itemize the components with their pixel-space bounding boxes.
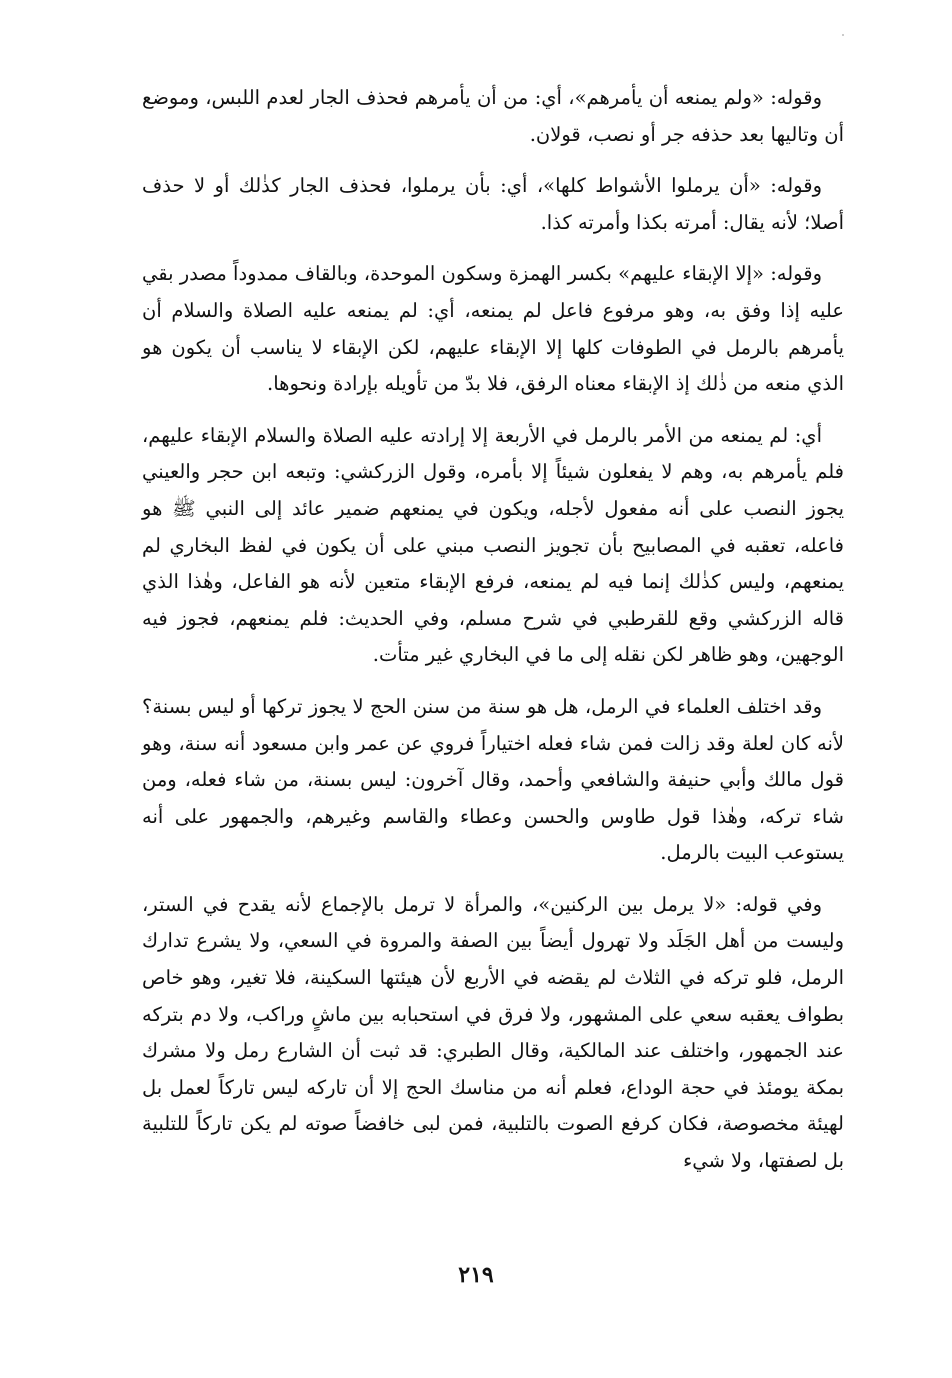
paragraph-3: وقوله: «إلا الإبقاء عليهم» بكسر الهمزة وسكون الموحدة، وبالقاف ممدوداً مصدر بقي عليه إذا وفق به، وهو مرفوع فاعل لم يمنعه، أي: لم يمنعه عليه الصلاة والسلام أن يأمرهم بالرمل في الطوفات كلها إلا الإبقاء عليهم، لكن الإبقاء لا يناسب أن يكون هو الذي منعه من ذٰلك إذ الإبقاء معناه الرفق، فلا بدّ من تأويله بإرادة ونحوها. [142, 262, 844, 396]
paragraph-2: وقوله: «أن يرملوا الأشواط كلها»، أي: بأن يرملوا، فحذف الجار كذٰلك أو لا حذف أصلا؛ لأنه يقال: أمرته بكذا وأمرته كذا. [142, 174, 844, 234]
paragraph-1: وقوله: «ولم يمنعه أن يأمرهم»، أي: من أن يأمرهم فحذف الجار لعدم اللبس، وموضع أن وتاليها بعد حذفه جر أو نصب، قولان. [142, 86, 844, 146]
paragraph-4: أي: لم يمنعه من الأمر بالرمل في الأربعة إلا إرادته عليه الصلاة والسلام الإبقاء عليهم، فلم يأمرهم به، وهم لا يفعلون شيئاً إلا بأمره، وقول الزركشي: وتبعه ابن حجر والعيني يجوز النصب على أنه مفعول لأجله، ويكون في يمنعهم ضمير عائد إلى النبي ﷺ هو فاعله، تعقبه في المصابيح بأن تجويز النصب مبني على أن يكون في لفظ البخاري لم يمنعهم، وليس كذٰلك إنما فيه لم يمنعه، فرفع الإبقاء متعين لأنه هو الفاعل، وهٰذا الذي قاله الزركشي وقع للقرطبي في شرح مسلم، وفي الحديث: فلم يمنعهم، فجوز فيه الوجهين، وهو ظاهر لكن نقله إلى ما في البخاري غير متأت. [142, 423, 844, 667]
paragraph-6: وفي قوله: «لا يرمل بين الركنين»، والمرأة لا ترمل بالإجماع لأنه يقدح في الستر، وليست من أهل الجَلَد ولا تهرول أيضاً بين الصفة والمروة في السعي، ولا يشرع تدارك الرمل، فلو تركه في الثلاث لم يقضه في الأربع لأن هيئتها السكينة، فلا تغير، وهو خاص بطواف يعقبه سعي على المشهور، ولا فرق في استحبابه بين ماشٍ وراكب، ولا دم بتركه عند الجمهور، واختلف عند المالكية، وقال الطبري: قد ثبت أن الشارع رمل ولا مشرك بمكة يومئذ في حجة الوداع، فعلم أنه من مناسك الحج إلا أن تاركه ليس تاركاً لعمل بل لهيئة مخصوصة، فكان كرفع الصوت بالتلبية، فمن لبى خافضاً صوته لم يكن تاركاً للتلبية بل لصفتها، ولا شيء [142, 892, 844, 1173]
page-body-text [142, 80, 844, 1195]
page-number: ٢١٩ [458, 1262, 494, 1288]
paragraph-5: وقد اختلف العلماء في الرمل، هل هو سنة من سنن الحج لا يجوز تركها أو ليس بسنة؟ لأنه كان لعلة وقد زالت فمن شاء فعله اختياراً فروي عن عمر وابن مسعود أنه سنة، وهو قول مالك وأبي حنيفة والشافعي وأحمد، وقال آخرون: ليس بسنة، من شاء فعله، ومن شاء تركه، وهٰذا قول طاوس والحسن وعطاء والقاسم وغيرهم، والجمهور على أنه يستوعب البيت بالرمل. [142, 694, 844, 865]
scan-speck [842, 34, 844, 36]
